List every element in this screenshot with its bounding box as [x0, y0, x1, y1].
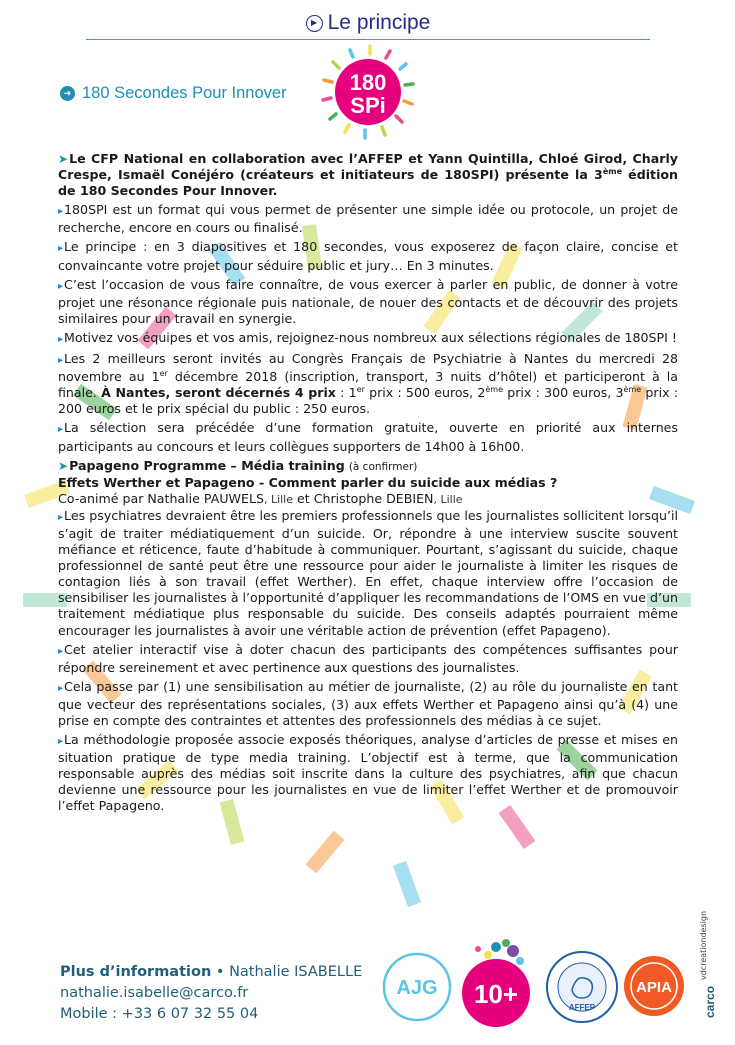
logo-line1: 180 — [349, 70, 387, 95]
apia-logo — [623, 955, 685, 1017]
list-item: ▸La méthodologie proposée associe exposés théoriques, analyse d’articles de presse et mises en situation pratique de type media training. L’objectif est à terme, que la communication responsable auprès des médias soit inscrite dans la culture des psychiatres, afin que chacun devienne une ressource pour les journalistes en vue de limiter l’effet Werther et de promouvoir l’effet Papageno. — [58, 732, 678, 814]
contact-line: Plus d’information • Nathalie ISABELLE — [60, 964, 363, 980]
arrow-circle-icon: ➜ — [60, 86, 75, 101]
arrow-circle-icon: ➤ — [58, 152, 69, 166]
page-title — [306, 11, 431, 35]
triangle-bullet-icon: ▸ — [58, 355, 64, 367]
list-item: ▸C’est l’occasion de vous faire connaître, de vous exercer à parler en public, de donner à votre projet une résonance régionale puis nationale, de nouer des contacts et de découvrir des projets similaires pour un travail en synergie. — [58, 276, 678, 326]
list-item: ▸Le principe : en 3 diapositives et 180 secondes, vous exposerez de façon claire, concise et convaincante votre projet pour séduire public et jury… En 3 minutes. — [58, 239, 678, 273]
triangle-bullet-icon: ▸ — [58, 736, 64, 748]
section-title-text: 180 Secondes Pour Innover — [82, 84, 287, 102]
svg-text:APIA: APIA — [636, 979, 672, 996]
svg-text:10+: 10+ — [473, 979, 519, 1009]
180spi-logo — [315, 42, 425, 142]
svg-text:carco: carco — [703, 985, 717, 1018]
page-title-text: Le principe — [327, 11, 431, 34]
list-item: ▸Les psychiatres devraient être les premiers professionnels que les journalistes sollicitent lorsqu’il s’agit de traiter médiatiquement d’un suicide. Or, répondre à une interview suscite souvent méfiance et réticence, faute d’habitude à communiquer. Pourtant, s’agissant du suicide, chaque professionnel de santé peut être une ressource pour aider le journaliste à limiter les risques de contagion liés à son travail (effet Werther). En effet, chaque interview offre l’occasion de sensibiliser les journalistes à l’opportunité d’appliquer les recommandations de l’OMS en vue d’un traitement médiatique plus responsable du suicide. Des conseils adaptés pourraient même encourager les journalistes à avoir une véritable action de prévention (effet Papageno). — [58, 507, 678, 638]
selection-paragraph: ▸La sélection sera précédée d’une formation gratuite, ouverte en priorité aux internes participants au concours et leurs collègues supporters de 14h00 à 16h00. — [58, 420, 678, 454]
confetti — [305, 831, 344, 874]
congress-paragraph: ▸Les 2 meilleurs seront invités au Congrès Français de Psychiatrie à Nantes du mercredi 28 novembre au 1er décembre 2018 (inscription, transport, 3 nuits d’hôtel) et participeront à la finale. À Nantes, seront décernés 4 prix : 1er prix : 500 euros, 2ème prix : 300 euros, 3ème prix : 200 euros et le prix spécial du public : 250 euros. — [58, 351, 679, 417]
arrow-circle-icon: ➤ — [58, 458, 69, 473]
triangle-bullet-icon: ▸ — [58, 333, 64, 345]
papageno-header: ➤Papageno Programme – Média training (à confirmer) Effets Werther et Papageno - Comment parler du suicide aux médias ? Co-animé par Nathalie PAUWELS, Lille et Christophe DEBIEN, Lille — [58, 457, 558, 506]
contact-phone: Mobile : +33 6 07 32 55 04 — [60, 1006, 259, 1022]
triangle-bullet-icon: ▸ — [58, 243, 64, 255]
svg-text:AFFEP: AFFEP — [568, 1003, 596, 1012]
list-item: ▸Motivez vos équipes et vos amis, rejoignez-nous nombreux aux sélections régionales de 180SPI ! — [58, 329, 677, 345]
intro-paragraph: ➤Le CFP National en collaboration avec l’AFFEP et Yann Quintilla, Chloé Girod, Charly Crespe, Ismaël Conéjéro (créateurs et initiateurs de 180SPI) présente la 3ème édition de 180 Secondes Pour Innover. — [58, 151, 679, 199]
triangle-bullet-icon: ▸ — [58, 280, 64, 292]
designer-credit — [698, 890, 718, 1020]
page-header — [86, 10, 650, 40]
main-content — [58, 151, 678, 818]
list-item: ▸Cet atelier interactif vise à doter chacun des participants des compétences suffisantes pour répondre sereinement et avec pertinence aux questions des journalistes. — [58, 641, 678, 675]
ajg-logo — [382, 952, 452, 1022]
play-circle-icon: ▶ — [306, 15, 323, 32]
triangle-bullet-icon: ▸ — [58, 424, 64, 436]
confetti — [393, 861, 421, 907]
triangle-bullet-icon: ▸ — [58, 206, 64, 218]
svg-text:AJG: AJG — [396, 977, 438, 999]
ten-plus-logo — [458, 935, 538, 1030]
contact-block — [60, 962, 362, 1025]
svg-text:vdcreationdesign: vdcreationdesign — [699, 910, 708, 980]
triangle-bullet-icon: ▸ — [58, 511, 64, 523]
section-title — [60, 84, 287, 103]
logo-line2: SPi — [350, 93, 386, 118]
contact-email[interactable]: nathalie.isabelle@carco.fr — [60, 985, 249, 1001]
list-item: ▸Cela passe par (1) une sensibilisation au métier de journaliste, (2) au rôle du journaliste en tant que vecteur des représentations sociales, (3) aux effets Werther et Papageno ainsi qu’à (4) une prise en compte des contraintes et attentes des professionnels des médias à ce sujet. — [58, 678, 678, 728]
triangle-bullet-icon: ▸ — [58, 682, 64, 694]
list-item: ▸180SPI est un format qui vous permet de présenter une simple idée ou protocole, un projet de recherche, encore en cours ou finalisé. — [58, 202, 678, 236]
triangle-bullet-icon: ▸ — [58, 645, 64, 657]
affep-logo — [545, 950, 619, 1024]
